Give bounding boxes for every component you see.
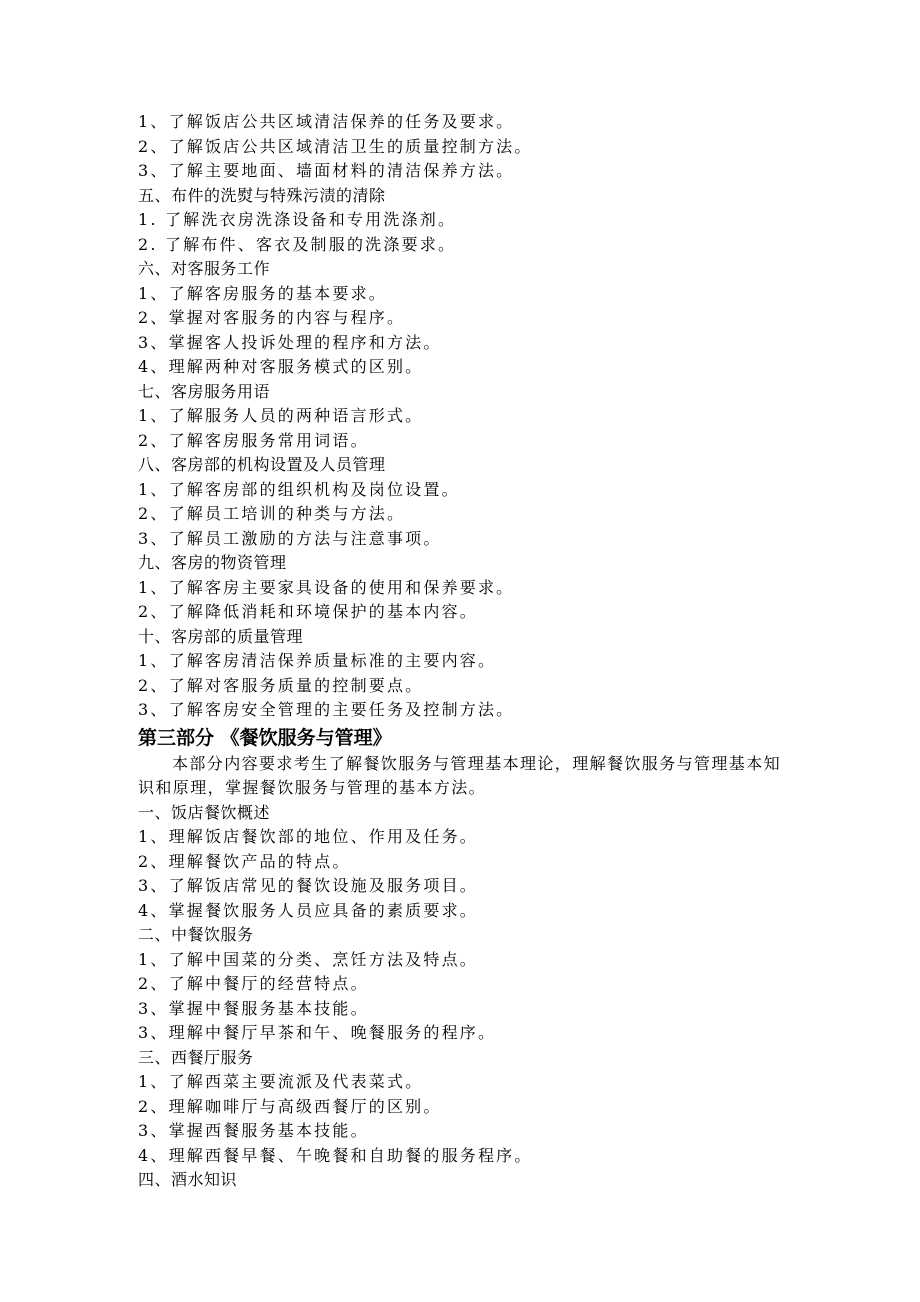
- section-heading: 二、中餐饮服务: [138, 925, 254, 944]
- list-item: 2、理解餐饮产品的特点。: [138, 851, 351, 871]
- section-heading: 七、客房服务用语: [138, 381, 271, 401]
- list-item: 4、掌握餐饮服务人员应具备的素质要求。: [138, 900, 478, 920]
- list-item: 3、了解饭店常见的餐饮设施及服务项目。: [138, 876, 478, 895]
- list-item: 1、了解客房部的组织机构及岗位设置。: [138, 479, 460, 499]
- section-heading: 六、对客服务工作: [138, 259, 271, 278]
- list-item: 3、了解客房安全管理的主要任务及控制方法。: [138, 700, 515, 719]
- list-item: 1、了解服务人员的两种语言形式。: [138, 406, 424, 425]
- section-heading: 五、布件的洗熨与特殊污渍的清除: [138, 185, 386, 205]
- list-item: 2、了解中餐厅的经营特点。: [138, 974, 369, 993]
- list-item: 3、了解主要地面、墙面材料的清洁保养方法。: [138, 161, 515, 180]
- part-title: 第三部分 《餐饮服务与管理》: [138, 726, 392, 749]
- list-item: 3、掌握西餐服务基本技能。: [138, 1121, 369, 1140]
- list-item: 1、了解饭店公共区域清洁保养的任务及要求。: [138, 112, 515, 131]
- list-item: 2、了解客房服务常用词语。: [138, 430, 369, 450]
- document-page: [138, 110, 788, 1193]
- list-item: 4、理解两种对客服务模式的区别。: [138, 357, 424, 376]
- part-intro-paragraph: 本部分内容要求考生了解餐饮服务与管理基本理论，理解餐饮服务与管理基本知识和原理，掌握餐饮服务与管理的基本方法。: [138, 753, 782, 797]
- list-item: 3、理解中餐厅早茶和午、晚餐服务的程序。: [138, 1023, 497, 1042]
- list-item: 2、理解咖啡厅与高级西餐厅的区别。: [138, 1096, 442, 1116]
- list-item: 1、了解西菜主要流派及代表菜式。: [138, 1072, 424, 1091]
- list-item: 2. 了解布件、客衣及制服的洗涤要求。: [138, 234, 457, 254]
- section-heading: 三、西餐厅服务: [138, 1047, 254, 1067]
- list-item: 2、掌握对客服务的内容与程序。: [138, 308, 406, 327]
- list-item: 3、掌握客人投诉处理的程序和方法。: [138, 332, 442, 352]
- list-item: 3、了解员工激励的方法与注意事项。: [138, 528, 442, 548]
- list-item: 2、了解对客服务质量的控制要点。: [138, 675, 424, 695]
- list-item: 1、了解中国菜的分类、烹饪方法及特点。: [138, 949, 478, 969]
- list-item: 3、掌握中餐服务基本技能。: [138, 998, 369, 1018]
- list-item: 2、了解员工培训的种类与方法。: [138, 504, 406, 523]
- section-heading: 四、酒水知识: [138, 1170, 238, 1189]
- section-heading: 一、饭店餐饮概述: [138, 802, 271, 822]
- list-item: 1、了解客房清洁保养质量标准的主要内容。: [138, 651, 497, 670]
- list-item: 1、理解饭店餐饮部的地位、作用及任务。: [138, 827, 478, 846]
- section-heading: 八、客房部的机构设置及人员管理: [138, 455, 386, 474]
- section-heading: 九、客房的物资管理: [138, 553, 287, 572]
- list-item: 4、理解西餐早餐、午晚餐和自助餐的服务程序。: [138, 1145, 533, 1165]
- section-heading: 十、客房部的质量管理: [138, 626, 304, 646]
- list-item: 1、了解客房主要家具设备的使用和保养要求。: [138, 577, 515, 597]
- list-item: 1、了解客房服务的基本要求。: [138, 283, 387, 303]
- list-item: 1. 了解洗衣房洗涤设备和专用洗涤剂。: [138, 210, 457, 229]
- list-item: 2、了解降低消耗和环境保护的基本内容。: [138, 602, 478, 621]
- list-item: 2、了解饭店公共区域清洁卫生的质量控制方法。: [138, 136, 533, 156]
